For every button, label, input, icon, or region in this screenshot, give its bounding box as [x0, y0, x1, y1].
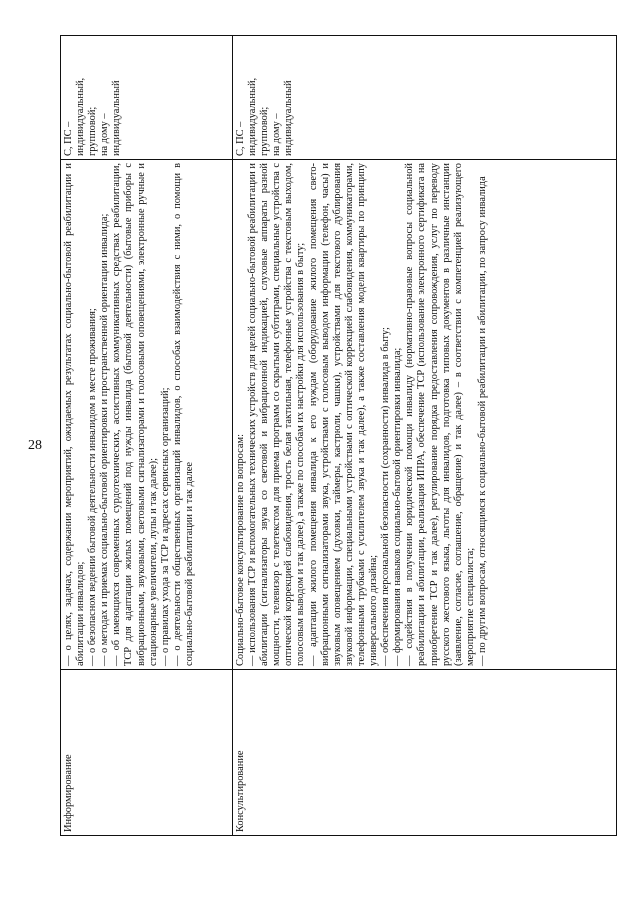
form-line: групповой; [259, 106, 271, 156]
content-item: — о целях, задачах, содержании мероприятий, ожидаемых результатах социально-бытовой реабилитации и абилитации инвалидов; [63, 163, 87, 666]
service-name-cell: Информирование [61, 670, 233, 836]
service-form-cell [233, 36, 617, 160]
form-line: С, ПС – [235, 121, 246, 156]
form-line: С, ПС – [63, 121, 74, 156]
form-line: индивидуальный, [247, 77, 259, 156]
service-form-cell [61, 36, 233, 160]
content-item: — обеспечения персональной безопасности (сохранности) инвалида в быту; [380, 327, 392, 666]
content-item: — по другим вопросам, относящимся к социально-бытовой реабилитации и абилитации, по запросу инвалида [476, 176, 488, 666]
form-line: на дому – [99, 113, 111, 156]
content-item: — содействия в получении юридической помощи инвалиду (нормативно-правовые вопросы социальной реабилитации и абилитации, реализация ИПРА, обеспечение ТСР (использование электронного сертификата на приобретение ТСР и так далее), регулирование порядка предоставления сопровождения, услуг по переводу русского жестового языка, льготы для инвалидов, подготовка типовых документов в различные инстанции (заявление, согласие, соглашение, обращение) и так далее) – в соответствии с компетенцией реализующего мероприятие специалиста; [404, 163, 476, 666]
service-content-cell [233, 160, 617, 670]
rotated-table-container [60, 36, 616, 836]
form-line: индивидуальный [283, 80, 295, 156]
content-item: Социально-бытовое консультирование по вопросам: [235, 434, 246, 666]
services-table [60, 35, 617, 836]
form-line: на дому – [271, 113, 283, 156]
content-item: — адаптации жилого помещения инвалида к его нуждам (оборудование жилого помещения свето-вибрационными сигнализаторами звука, устройствами с голосовым выводом информации (телефон, часы) и звуковым оповещением (духовки, таймеры, кастрюли, чашки), устройствами для текстового дублирования звуковой информации, специальными устройствами с оптической коррекцией слабовидения, коммуникаторами, телефонными трубками с усилителем звука и так далее), а также составления модели квартиры по принципу универсального дизайна; [307, 163, 380, 666]
content-item: — о деятельности общественных организаций инвалидов, о способах взаимодействия с ними, о помощи в социально-бытовой реабилитации и так далее [171, 163, 195, 666]
form-line: индивидуальный [111, 80, 123, 156]
service-content-cell [61, 160, 233, 670]
content-item: — формирования навыков социально-бытовой ориентировки инвалида; [392, 347, 404, 666]
form-line: групповой; [87, 106, 99, 156]
content-item: — о безопасном ведении бытовой деятельности инвалидом в месте проживания; [87, 308, 99, 666]
content-item: — о методах и приемах социально-бытовой ориентировки и пространственной ориентации инвалида; [99, 213, 111, 666]
content-item: — использования ТСР и вспомогательных технических устройств для целей социально-бытовой реабилитации и абилитации (сигнализаторы звука со световой и вибрационной индикацией, слуховые аппараты разной мощности, телевизор с телетекстом для приема программ со скрытыми субтитрами, специальные устройства с оптической коррекцией слабовидения, трость белая тактильная, телефонные устройства с текстовым выходом, голосовым выводом и так далее), а также по способам их настройки для использования в быту; [247, 163, 307, 666]
table-row-informing [61, 36, 233, 836]
content-item: — о правилах ухода за ТСР и адресах сервисных организаций; [159, 387, 171, 666]
service-name-cell: Консультирование [233, 670, 617, 836]
table-row-consulting [233, 36, 617, 836]
form-line: индивидуальный, [75, 77, 87, 156]
content-item: — об имеющихся современных сурдотехнических, ассистивных коммуникативных средствах реабилитации, ТСР для адаптации жилых помещений под нужды инвалида (бытовой деятельности) (бытовые приборы с вибрационными, звуковыми, световыми сигнализаторами и голосовыми оповещениями, электронные ручные и стационарные увеличители, лупы и так далее); [111, 163, 159, 666]
page-number: 28 [28, 438, 42, 453]
